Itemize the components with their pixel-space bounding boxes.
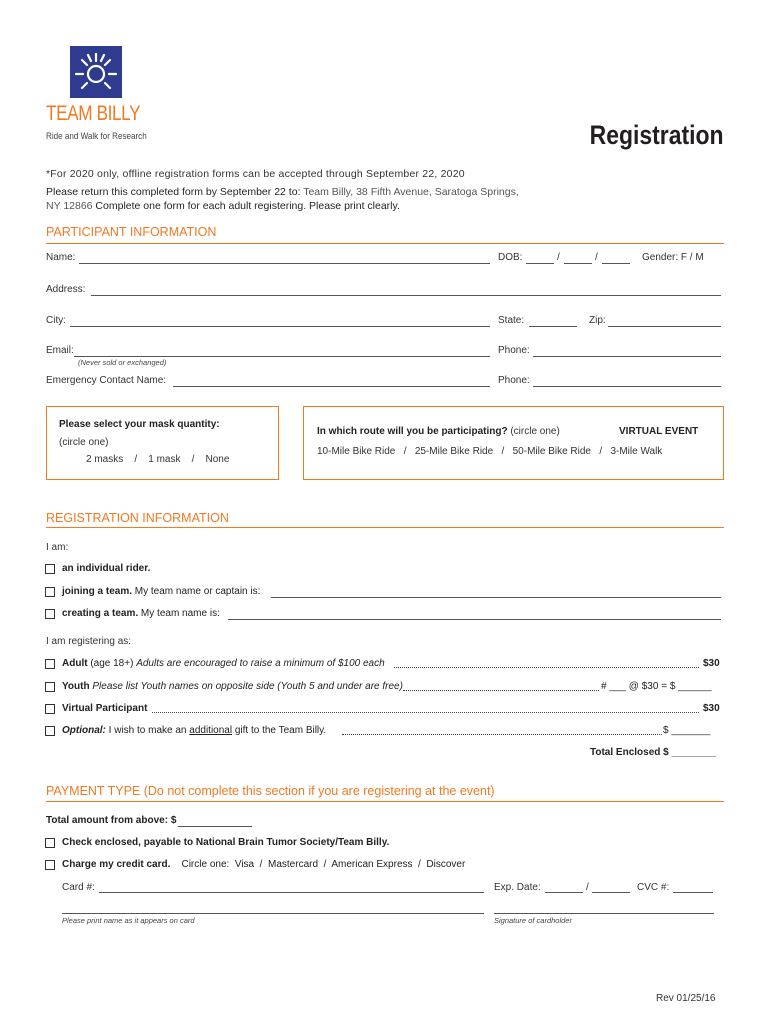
youth-line [62,681,403,692]
adult-line [62,658,385,669]
individual-label: an individual rider. [62,563,151,574]
creating-rest: My team name is: [138,608,220,619]
emergency-contact-label: Emergency Contact Name: [46,375,167,386]
signature-field[interactable] [494,913,714,914]
optional-additional: additional [189,725,233,736]
adult-note: Adults are encouraged to raise a minimum of $100 each [136,658,385,669]
credit-card-options[interactable]: Circle one: Visa / Mastercard / American Express / Discover [170,859,466,870]
mask-title: Please select your mask quantity: [59,419,220,430]
payment-heading-note: (Do not complete this section if you are registering at the event) [140,784,495,798]
route-title-line [317,426,560,437]
route-title: In which route will you be participating? [317,426,508,437]
credit-card-line [62,859,465,870]
card-number-field[interactable] [99,892,484,893]
dob-sep-2: / [595,252,598,263]
email-field[interactable] [74,356,490,357]
email-note: (Never sold or exchanged) [78,358,167,367]
optional-leader-dots [342,734,662,735]
instr-zip: NY 12866 [46,200,93,212]
joining-team-line [62,586,260,597]
check-enclosed-label: Check enclosed, payable to National Brain Tumor Society/Team Billy. [62,837,390,848]
dob-month-field[interactable] [526,263,554,264]
virtual-checkbox[interactable] [45,704,55,714]
payment-heading-line [46,784,495,798]
payment-rule [46,801,724,802]
optional-label: Optional: [62,725,106,736]
registration-rule [46,527,724,528]
optional-post: gift to the Team Billy. [232,725,327,736]
optional-pre: I wish to make an [105,725,190,736]
revision-label: Rev 01/25/16 [656,993,716,1004]
joining-team-checkbox[interactable] [45,587,55,597]
registering-as-label: I am registering as: [46,636,132,647]
mask-circle-note: (circle one) [59,437,109,448]
participant-heading: PARTICIPANT INFORMATION [46,225,217,239]
state-field[interactable] [529,326,577,327]
credit-card-label: Charge my credit card. [62,859,171,870]
dob-sep-1: / [557,252,560,263]
dob-label: DOB: [498,252,523,263]
route-circle-note: (circle one) [507,426,560,437]
mask-options[interactable]: 2 masks / 1 mask / None [86,454,230,465]
youth-label: Youth [62,681,90,692]
team-captain-field[interactable] [271,597,721,598]
instr-address: Team Billy, 38 Fifth Avenue, Saratoga Springs, [300,186,519,198]
dob-day-field[interactable] [564,263,592,264]
optional-gift-checkbox[interactable] [45,726,55,736]
name-field[interactable] [79,263,490,264]
total-enclosed[interactable]: Total Enclosed $ ________ [590,747,716,758]
creating-team-checkbox[interactable] [45,609,55,619]
emergency-phone-label: Phone: [498,375,530,386]
cvc-label: CVC #: [637,882,670,893]
city-label: City: [46,315,66,326]
state-label: State: [498,315,525,326]
total-amount-field[interactable] [178,826,252,827]
zip-field[interactable] [608,326,721,327]
exp-sep: / [586,882,589,893]
registration-heading: REGISTRATION INFORMATION [46,511,229,525]
address-field[interactable] [91,295,721,296]
name-label: Name: [46,252,76,263]
exp-year-field[interactable] [592,892,630,893]
adult-leader-dots [394,667,699,668]
dob-year-field[interactable] [602,263,630,264]
participant-rule [46,243,724,244]
joining-label: joining a team. [62,586,133,597]
adult-label: Adult [62,658,88,669]
emergency-contact-field[interactable] [173,386,490,387]
intro-note: *For 2020 only, offline registration forms can be accepted through September 22, 2020 [46,168,465,180]
instr-deadline: Please return this completed form by September 22 to: [46,186,301,198]
i-am-label: I am: [46,542,69,553]
adult-checkbox[interactable] [45,659,55,669]
virtual-price: $30 [703,703,720,714]
card-number-label: Card #: [62,882,95,893]
cvc-field[interactable] [673,892,713,893]
email-label: Email: [46,345,74,356]
individual-checkbox[interactable] [45,564,55,574]
zip-label: Zip: [589,315,606,326]
youth-checkbox[interactable] [45,682,55,692]
credit-card-checkbox[interactable] [45,860,55,870]
adult-age: (age 18+) [87,658,137,669]
exp-month-field[interactable] [545,892,583,893]
youth-note: Please list Youth names on opposite side (Youth 5 and under are free) [89,681,403,692]
payment-heading: PAYMENT TYPE [46,784,141,798]
route-options[interactable]: 10-Mile Bike Ride / 25-Mile Bike Ride / 50-Mile Bike Ride / 3-Mile Walk [317,446,663,457]
instr-complete: Complete one form for each adult registering. Please print clearly. [92,200,400,212]
print-name-field[interactable] [62,913,484,914]
virtual-label: Virtual Participant [62,703,148,714]
adult-price: $30 [703,658,720,669]
gender-label[interactable]: Gender: F / M [642,252,704,263]
brand-tagline: Ride and Walk for Research [46,131,147,142]
page-title: Registration [590,120,724,150]
sun-icon [70,46,122,98]
total-amount-label: Total amount from above: $ [46,815,177,826]
joining-rest: My team name or captain is: [132,586,261,597]
phone-field[interactable] [533,356,721,357]
youth-leader-dots [403,690,599,691]
signature-caption: Signature of cardholder [494,916,572,925]
optional-gift-line [62,725,326,736]
logo [70,46,122,98]
city-field[interactable] [70,326,490,327]
brand-name: TEAM BILLY [46,102,141,125]
intro-instructions [46,185,606,213]
emergency-phone-field[interactable] [533,386,721,387]
creating-team-line [62,608,220,619]
youth-price[interactable]: # ___ @ $30 = $ ______ [601,681,712,692]
route-box [303,406,724,480]
virtual-event-label: VIRTUAL EVENT [619,426,699,437]
phone-label: Phone: [498,345,530,356]
check-enclosed-checkbox[interactable] [45,838,55,848]
exp-date-label: Exp. Date: [494,882,541,893]
team-name-field[interactable] [228,619,721,620]
virtual-leader-dots [152,712,699,713]
address-label: Address: [46,284,86,295]
creating-label: creating a team. [62,608,139,619]
optional-price[interactable]: $ _______ [663,725,711,736]
print-name-caption: Please print name as it appears on card [62,916,195,925]
